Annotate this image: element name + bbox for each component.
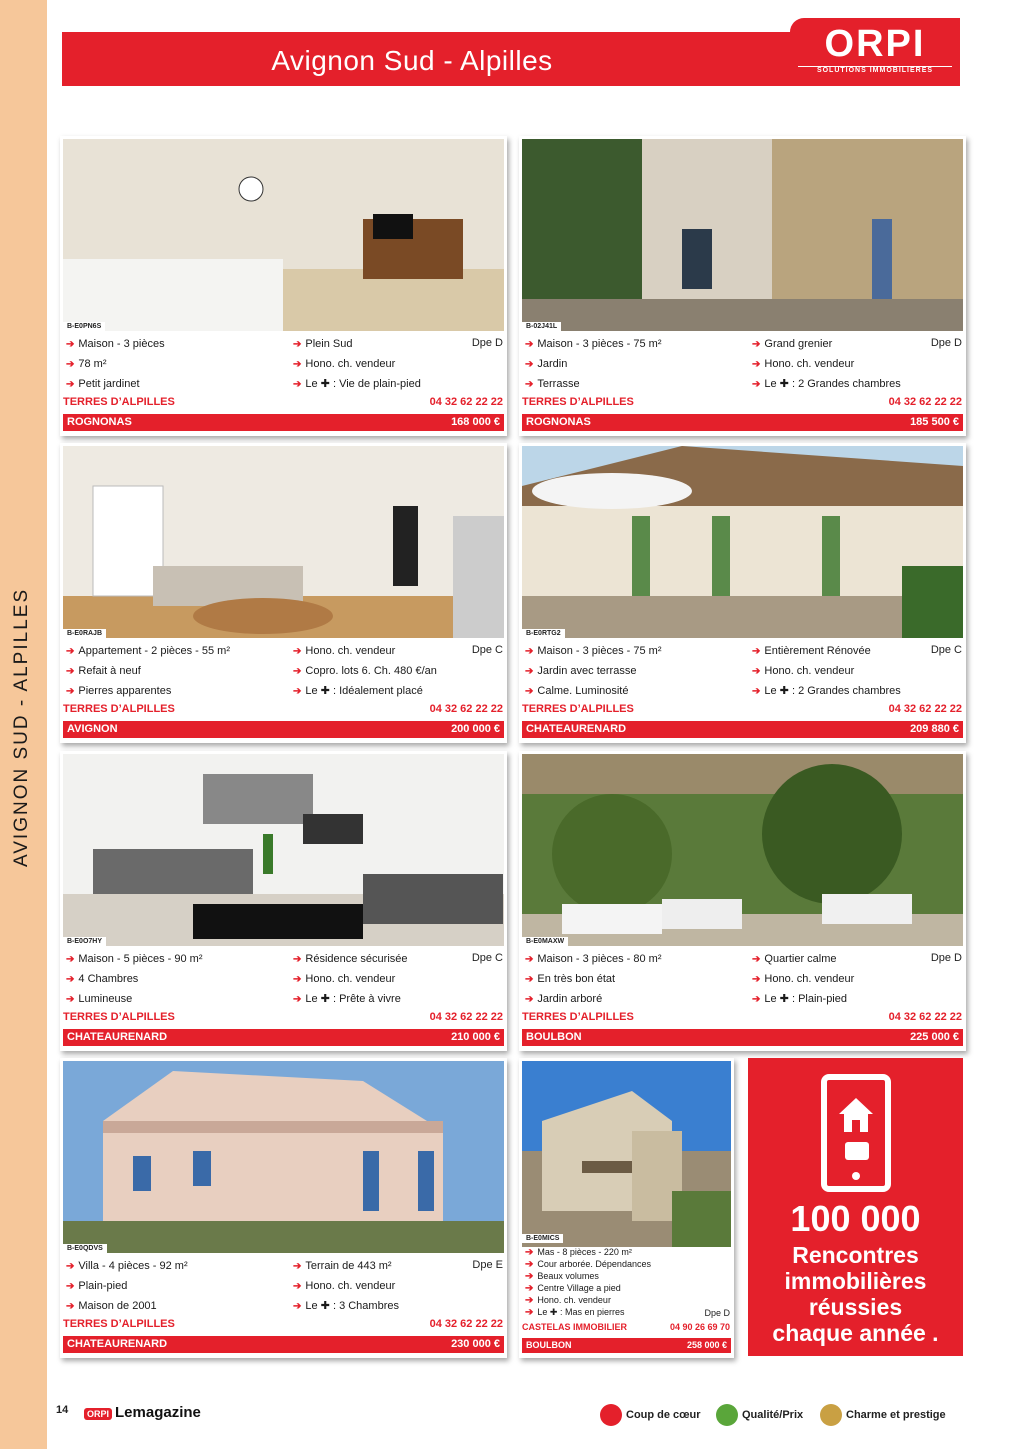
arrow-icon: ➔	[66, 994, 75, 1005]
logo-subtitle: SOLUTIONS IMMOBILIERES	[798, 66, 952, 74]
listing-feature: ➔ Maison - 3 pièces - 75 m²	[525, 645, 662, 657]
listing-ref: B-E0MICS	[522, 1234, 563, 1243]
listing-feature: ➔ 4 Chambres	[66, 973, 139, 985]
listing-phone: 04 32 62 22 22	[429, 1011, 503, 1023]
listing-dpe: Dpe C	[471, 644, 503, 656]
listing-phone: 04 32 62 22 22	[429, 703, 503, 715]
listing-feature: ➔ Lumineuse	[66, 993, 133, 1005]
listing-feature: ➔ Maison - 3 pièces	[66, 338, 165, 350]
listing-feature: ➔ Le ✚ : Idéalement placé	[293, 685, 423, 697]
listing-feature: ➔ Hono. ch. vendeur	[752, 665, 855, 677]
arrow-icon: ➔	[66, 974, 75, 985]
listing-card[interactable]	[60, 751, 507, 1051]
listing-ref: B-E0QDVS	[63, 1244, 107, 1253]
legend-coup-de-coeur: Coup de cœur	[600, 1404, 701, 1426]
listing-city: CHATEAURENARD	[526, 723, 627, 735]
listing-feature: ➔ Pierres apparentes	[66, 685, 172, 697]
listing-city: BOULBON	[526, 1340, 572, 1350]
arrow-icon: ➔	[752, 379, 761, 390]
arrow-icon: ➔	[525, 339, 534, 350]
listing-feature: ➔ Résidence sécurisée	[293, 953, 408, 965]
listing-feature: ➔ Hono. ch. vendeur	[293, 973, 396, 985]
arrow-icon: ➔	[66, 954, 75, 965]
listing-price: 209 880 €	[910, 723, 959, 735]
listing-feature: ➔ Le ✚ : Prête à vivre	[293, 993, 401, 1005]
arrow-icon: ➔	[293, 1281, 302, 1292]
promo-line: chaque année .	[772, 1320, 939, 1346]
listing-price: 185 500 €	[910, 416, 959, 428]
listing-dpe: Dpe D	[471, 337, 503, 349]
arrow-icon: ➔	[752, 339, 761, 350]
listing-dpe: Dpe D	[930, 952, 962, 964]
legend-qualite-prix: Qualité/Prix	[716, 1404, 803, 1426]
arrow-icon: ➔	[293, 954, 302, 965]
arrow-icon: ➔	[66, 646, 75, 657]
logo-word: ORPI	[824, 23, 926, 65]
promo-line: immobilières	[784, 1268, 927, 1294]
listing-photo	[522, 1061, 731, 1247]
listing-photo	[63, 1061, 504, 1253]
arrow-icon: ➔	[525, 1271, 534, 1282]
arrow-icon: ➔	[66, 1261, 75, 1272]
listing-feature: ➔ Maison - 5 pièces - 90 m²	[66, 953, 203, 965]
listing-feature: ➔ Appartement - 2 pièces - 55 m²	[66, 645, 231, 657]
listing-photo	[522, 446, 963, 638]
quality-icon	[716, 1404, 738, 1426]
listing-price-band	[522, 721, 963, 738]
arrow-icon: ➔	[752, 954, 761, 965]
listing-price-band	[63, 1029, 504, 1046]
arrow-icon: ➔	[525, 646, 534, 657]
listing-phone: 04 32 62 22 22	[888, 396, 962, 408]
listing-feature: ➔ Maison - 3 pièces - 75 m²	[525, 338, 662, 350]
arrow-icon: ➔	[752, 646, 761, 657]
arrow-icon: ➔	[525, 1307, 534, 1318]
listing-feature: ➔ Grand grenier	[752, 338, 833, 350]
listing-photo	[522, 139, 963, 331]
listing-feature: ➔ Hono. ch. vendeur	[752, 973, 855, 985]
listing-feature: ➔ Le ✚ : 2 Grandes chambres	[752, 685, 901, 697]
arrow-icon: ➔	[752, 686, 761, 697]
arrow-icon: ➔	[66, 1281, 75, 1292]
listing-card[interactable]	[60, 1058, 507, 1358]
promo-line: Rencontres	[792, 1242, 919, 1268]
heart-icon	[600, 1404, 622, 1426]
listing-feature: ➔ Le ✚ : 3 Chambres	[293, 1300, 399, 1312]
listing-photo	[522, 754, 963, 946]
listing-feature: ➔ Petit jardinet	[66, 378, 140, 390]
listing-dpe: Dpe C	[471, 952, 503, 964]
listing-feature: ➔ Beaux volumes	[525, 1271, 599, 1282]
arrow-icon: ➔	[525, 1295, 534, 1306]
listing-city: CHATEAURENARD	[67, 1031, 168, 1043]
listing-agency: TERRES D’ALPILLES	[63, 703, 175, 715]
listing-photo	[63, 139, 504, 331]
brand-mini-logo: ORPI	[84, 1408, 112, 1420]
listing-card[interactable]	[519, 751, 966, 1051]
listing-agency: TERRES D’ALPILLES	[522, 1011, 634, 1023]
listing-feature: ➔ Hono. ch. vendeur	[293, 358, 396, 370]
arrow-icon: ➔	[525, 379, 534, 390]
listing-phone: 04 32 62 22 22	[888, 1011, 962, 1023]
listing-card-small[interactable]	[519, 1058, 734, 1358]
listing-agency: CASTELAS IMMOBILIER	[522, 1322, 627, 1332]
listing-feature: ➔ Maison de 2001	[66, 1300, 157, 1312]
listing-phone: 04 32 62 22 22	[888, 703, 962, 715]
listing-feature: ➔ Le ✚ : Plain-pied	[752, 993, 847, 1005]
arrow-icon: ➔	[525, 686, 534, 697]
arrow-icon: ➔	[293, 1301, 302, 1312]
arrow-icon: ➔	[525, 1259, 534, 1270]
arrow-icon: ➔	[752, 994, 761, 1005]
arrow-icon: ➔	[293, 339, 302, 350]
listing-feature: ➔ Hono. ch. vendeur	[525, 1295, 611, 1306]
listing-price: 168 000 €	[451, 416, 500, 428]
arrow-icon: ➔	[66, 339, 75, 350]
listing-feature: ➔ Le ✚ : Vie de plain-pied	[293, 378, 421, 390]
listing-card[interactable]	[60, 443, 507, 743]
listing-feature: ➔ Plain-pied	[66, 1280, 128, 1292]
listing-card[interactable]	[60, 136, 507, 436]
arrow-icon: ➔	[525, 1247, 534, 1258]
arrow-icon: ➔	[525, 1283, 534, 1294]
arrow-icon: ➔	[525, 359, 534, 370]
listing-feature: ➔ 78 m²	[66, 358, 107, 370]
listing-price-band	[522, 1029, 963, 1046]
arrow-icon: ➔	[752, 359, 761, 370]
arrow-icon: ➔	[752, 974, 761, 985]
promo-number: 100 000	[790, 1198, 921, 1239]
listing-price: 200 000 €	[451, 723, 500, 735]
listing-photo	[63, 754, 504, 946]
listing-dpe: Dpe D	[930, 337, 962, 349]
arrow-icon: ➔	[525, 954, 534, 965]
listing-price-band	[63, 721, 504, 738]
arrow-icon: ➔	[66, 686, 75, 697]
listing-feature: ➔ Calme. Luminosité	[525, 685, 629, 697]
listing-phone: 04 90 26 69 70	[669, 1322, 730, 1332]
promo-box	[748, 1058, 963, 1356]
arrow-icon: ➔	[293, 974, 302, 985]
listing-ref: B-E0O7HY	[63, 937, 106, 946]
listing-price-band	[63, 1336, 504, 1353]
listing-price-band	[522, 414, 963, 431]
prestige-icon	[820, 1404, 842, 1426]
listing-feature: ➔ Jardin arboré	[525, 993, 603, 1005]
arrow-icon: ➔	[293, 646, 302, 657]
listing-agency: TERRES D’ALPILLES	[522, 703, 634, 715]
side-label: AVIGNON SUD - ALPILLES	[11, 587, 32, 867]
arrow-icon: ➔	[525, 994, 534, 1005]
listing-photo	[63, 446, 504, 638]
listing-feature: ➔ Entièrement Rénovée	[752, 645, 871, 657]
listing-city: ROGNONAS	[526, 416, 591, 428]
promo-text	[748, 1242, 963, 1346]
listing-ref: B-E0MAXW	[522, 937, 568, 946]
arrow-icon: ➔	[66, 666, 75, 677]
listing-card[interactable]	[519, 443, 966, 743]
arrow-icon: ➔	[293, 994, 302, 1005]
page-number: 14	[52, 1402, 72, 1418]
listing-feature: ➔ Hono. ch. vendeur	[293, 645, 396, 657]
listing-ref: B-E0PN6S	[63, 322, 105, 331]
listing-feature: ➔ Centre Village a pied	[525, 1283, 621, 1294]
listing-feature: ➔ Hono. ch. vendeur	[293, 1280, 396, 1292]
listing-feature: ➔ Plein Sud	[293, 338, 353, 350]
smartphone-icon	[821, 1074, 891, 1192]
legend-charme: Charme et prestige	[820, 1404, 946, 1426]
listing-feature: ➔ Terrain de 443 m²	[293, 1260, 392, 1272]
listing-price: 258 000 €	[686, 1340, 727, 1350]
listing-feature: ➔ Terrasse	[525, 378, 580, 390]
listing-feature: ➔ Quartier calme	[752, 953, 837, 965]
listing-card[interactable]	[519, 136, 966, 436]
arrow-icon: ➔	[525, 666, 534, 677]
listing-feature: ➔ Le ✚ : 2 Grandes chambres	[752, 378, 901, 390]
listing-price-band	[63, 414, 504, 431]
listing-feature: ➔ Jardin	[525, 358, 568, 370]
listing-dpe: Dpe E	[472, 1259, 503, 1271]
listing-agency: TERRES D’ALPILLES	[63, 1318, 175, 1330]
listing-phone: 04 32 62 22 22	[429, 1318, 503, 1330]
arrow-icon: ➔	[293, 686, 302, 697]
promo-line: réussies	[808, 1294, 903, 1320]
listing-agency: TERRES D’ALPILLES	[63, 396, 175, 408]
listing-city: CHATEAURENARD	[67, 1338, 168, 1350]
listing-feature: ➔ Refait à neuf	[66, 665, 141, 677]
arrow-icon: ➔	[293, 1261, 302, 1272]
listing-feature: ➔ Le ✚ : Mas en pierres	[525, 1307, 625, 1318]
listing-feature: ➔ Maison - 3 pièces - 80 m²	[525, 953, 662, 965]
page-title: Avignon Sud - Alpilles	[271, 45, 553, 76]
listing-agency: TERRES D’ALPILLES	[63, 1011, 175, 1023]
listing-phone: 04 32 62 22 22	[429, 396, 503, 408]
arrow-icon: ➔	[525, 974, 534, 985]
listing-price: 210 000 €	[451, 1031, 500, 1043]
listing-feature: ➔ Jardin avec terrasse	[525, 665, 637, 677]
arrow-icon: ➔	[66, 359, 75, 370]
listing-city: ROGNONAS	[67, 416, 132, 428]
listing-feature: ➔ Mas - 8 pièces - 220 m²	[525, 1247, 632, 1258]
listing-price: 225 000 €	[910, 1031, 959, 1043]
arrow-icon: ➔	[752, 666, 761, 677]
listing-ref: B-E0RTG2	[522, 629, 565, 638]
listing-agency: TERRES D’ALPILLES	[522, 396, 634, 408]
listing-price: 230 000 €	[451, 1338, 500, 1350]
arrow-icon: ➔	[293, 379, 302, 390]
brand-name: Lemagazine	[115, 1404, 201, 1421]
listing-feature: ➔ Hono. ch. vendeur	[752, 358, 855, 370]
listing-dpe: Dpe D	[704, 1308, 730, 1318]
orpi-logo	[790, 18, 960, 86]
listing-feature: ➔ Copro. lots 6. Ch. 480 €/an	[293, 665, 437, 677]
listing-ref: B-02J41L	[522, 322, 561, 331]
arrow-icon: ➔	[66, 1301, 75, 1312]
arrow-icon: ➔	[293, 666, 302, 677]
listing-city: AVIGNON	[67, 723, 118, 735]
arrow-icon: ➔	[293, 359, 302, 370]
arrow-icon: ➔	[66, 379, 75, 390]
listing-feature: ➔ Villa - 4 pièces - 92 m²	[66, 1260, 188, 1272]
listing-feature: ➔ Cour arborée. Dépendances	[525, 1259, 651, 1270]
listing-ref: B-E0RAJB	[63, 629, 106, 638]
magazine-brand	[84, 1404, 201, 1421]
listing-price-band	[522, 1338, 731, 1353]
listing-feature: ➔ En très bon état	[525, 973, 616, 985]
listing-city: BOULBON	[526, 1031, 582, 1043]
listing-dpe: Dpe C	[930, 644, 962, 656]
